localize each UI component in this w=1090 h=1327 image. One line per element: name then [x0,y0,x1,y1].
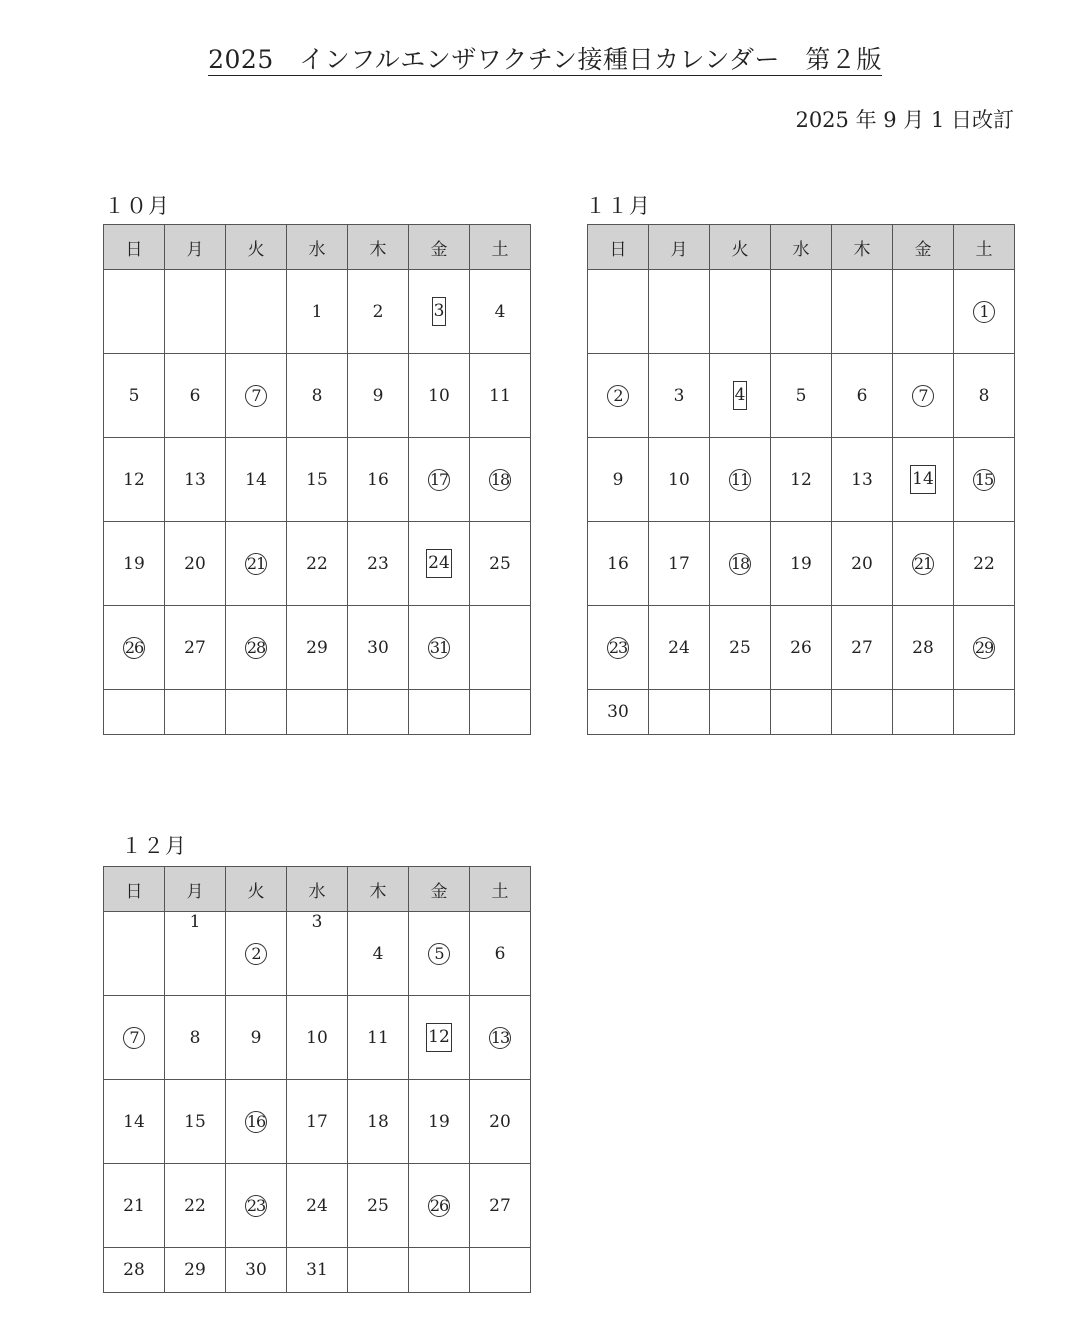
weekday-header: 日 [104,867,165,912]
day-cell [287,912,348,996]
weekday-header: 金 [409,225,470,270]
week-row [104,1248,531,1293]
circled-day-number: 26 [124,637,144,657]
day-cell [287,354,348,438]
day-number: 26 [790,637,812,658]
day-number: 6 [856,385,868,406]
day-cell [348,606,409,690]
day-number: 14 [245,469,267,490]
day-cell [348,270,409,354]
empty-day-cell [348,690,409,735]
day-cell [226,354,287,438]
boxed-day-number: 14 [910,465,936,494]
day-number: 10 [306,1027,328,1048]
day-number: 20 [851,553,873,574]
circled-day-number: 28 [246,637,266,657]
day-number: 14 [123,1111,145,1132]
day-cell [893,606,954,690]
day-number: 30 [245,1260,267,1280]
week-row [588,270,1015,354]
empty-day-cell [954,690,1015,735]
day-number: 11 [367,1027,389,1048]
day-number: 15 [306,469,328,490]
circled-day-number: 18 [730,553,750,573]
week-row [104,996,531,1080]
day-cell [165,354,226,438]
circled-day-number: 29 [974,637,994,657]
week-row [588,690,1015,735]
day-number: 21 [123,1195,145,1216]
day-number: 4 [372,943,384,964]
week-row [104,1080,531,1164]
day-cell [226,996,287,1080]
day-number: 6 [494,943,506,964]
weekday-header: 金 [409,867,470,912]
day-number: 13 [851,469,873,490]
week-row [104,606,531,690]
week-row [588,438,1015,522]
day-cell [165,1248,226,1293]
empty-day-cell [165,270,226,354]
day-cell [649,354,710,438]
weekday-header-row [104,225,531,270]
weekday-header: 木 [832,225,893,270]
day-number: 1 [189,912,201,932]
circled-day-number: 21 [246,553,266,573]
day-cell [287,270,348,354]
day-cell [287,1080,348,1164]
day-number: 1 [311,301,323,322]
day-cell [771,606,832,690]
day-cell [954,522,1015,606]
day-cell [226,1080,287,1164]
day-cell [409,270,470,354]
circled-day-number: 26 [429,1195,449,1215]
day-number: 22 [973,553,995,574]
day-number: 30 [367,637,389,658]
empty-day-cell [226,270,287,354]
day-cell [287,1164,348,1248]
day-cell [287,996,348,1080]
empty-day-cell [771,690,832,735]
empty-day-cell [470,1248,531,1293]
day-cell [710,354,771,438]
day-cell [409,996,470,1080]
week-row [588,354,1015,438]
week-row [104,438,531,522]
day-cell [104,606,165,690]
day-number: 20 [184,553,206,574]
day-number: 8 [189,1027,201,1048]
weekday-header: 土 [470,225,531,270]
day-number: 20 [489,1111,511,1132]
month-label-december: １２月 [121,834,187,858]
day-cell [348,438,409,522]
day-number: 5 [795,385,807,406]
day-number: 22 [306,553,328,574]
weekday-header: 金 [893,225,954,270]
empty-day-cell [893,270,954,354]
weekday-header: 水 [287,867,348,912]
boxed-day-number: 3 [432,297,447,326]
day-cell [104,996,165,1080]
revision-date: 2025 年 9 月 1 日改訂 [795,108,1014,132]
document-title [0,40,1090,76]
day-cell [226,438,287,522]
day-cell [710,606,771,690]
day-number: 15 [184,1111,206,1132]
day-number: 12 [790,469,812,490]
day-cell [287,438,348,522]
day-number: 4 [494,301,506,322]
day-number: 25 [489,553,511,574]
calendar-october [103,224,531,735]
empty-day-cell [893,690,954,735]
day-number: 17 [306,1111,328,1132]
day-cell [226,912,287,996]
day-cell [165,522,226,606]
weekday-header: 月 [649,225,710,270]
day-cell [832,522,893,606]
empty-day-cell [409,690,470,735]
day-number: 25 [367,1195,389,1216]
day-number: 27 [489,1195,511,1216]
day-cell [104,354,165,438]
day-cell [710,438,771,522]
day-number: 30 [607,702,629,722]
weekday-header: 土 [954,225,1015,270]
day-number: 18 [367,1111,389,1132]
day-cell [954,606,1015,690]
day-number: 13 [184,469,206,490]
weekday-header: 日 [104,225,165,270]
day-number: 10 [428,385,450,406]
day-cell [104,438,165,522]
day-cell [710,522,771,606]
week-row [104,354,531,438]
day-cell [409,1164,470,1248]
day-number: 22 [184,1195,206,1216]
day-number: 29 [184,1260,206,1280]
day-cell [954,270,1015,354]
day-number: 31 [306,1260,328,1280]
day-cell [165,1080,226,1164]
empty-day-cell [348,1248,409,1293]
day-cell [470,354,531,438]
weekday-header: 火 [226,867,287,912]
day-cell [287,522,348,606]
day-cell [104,1164,165,1248]
day-number: 11 [489,385,511,406]
day-cell [470,996,531,1080]
day-cell [287,606,348,690]
day-cell [409,912,470,996]
empty-day-cell [832,270,893,354]
boxed-day-number: 12 [426,1023,452,1052]
empty-day-cell [226,690,287,735]
day-number: 10 [668,469,690,490]
day-number: 29 [306,637,328,658]
week-row [104,270,531,354]
day-number: 19 [428,1111,450,1132]
week-row [104,690,531,735]
day-cell [348,1164,409,1248]
document-title-text: 2025 インフルエンザワクチン接種日カレンダー 第２版 [208,45,882,74]
day-number: 19 [123,553,145,574]
day-cell [470,522,531,606]
circled-day-number: 5 [428,943,450,965]
boxed-day-number: 24 [426,549,452,578]
day-cell [226,606,287,690]
day-cell [470,912,531,996]
day-cell [893,438,954,522]
circled-day-number: 31 [429,637,449,657]
weekday-header: 木 [348,867,409,912]
day-cell [409,606,470,690]
empty-day-cell [832,690,893,735]
day-cell [226,1164,287,1248]
empty-day-cell [649,690,710,735]
empty-day-cell [104,912,165,996]
day-number: 9 [372,385,384,406]
day-number: 9 [612,469,624,490]
day-cell [470,1164,531,1248]
day-number: 3 [673,385,685,406]
circled-day-number: 23 [246,1195,266,1215]
weekday-header: 木 [348,225,409,270]
day-cell [893,354,954,438]
empty-day-cell [771,270,832,354]
weekday-header: 土 [470,867,531,912]
week-row [104,1164,531,1248]
week-row [588,522,1015,606]
day-number: 5 [128,385,140,406]
day-number: 24 [668,637,690,658]
circled-day-number: 17 [429,469,449,489]
day-cell [470,1080,531,1164]
day-number: 3 [311,912,323,932]
day-number: 2 [372,301,384,322]
day-number: 19 [790,553,812,574]
day-cell [832,606,893,690]
day-number: 17 [668,553,690,574]
weekday-header-row [104,867,531,912]
weekday-header: 月 [165,225,226,270]
day-number: 28 [912,637,934,658]
empty-day-cell [165,690,226,735]
day-cell [588,438,649,522]
week-row [104,522,531,606]
day-cell [954,354,1015,438]
day-number: 27 [851,637,873,658]
calendar-november [587,224,1015,735]
day-cell [409,438,470,522]
day-cell [104,522,165,606]
day-cell [588,522,649,606]
circled-day-number: 7 [123,1027,145,1049]
weekday-header: 月 [165,867,226,912]
day-number: 25 [729,637,751,658]
circled-day-number: 13 [490,1027,510,1047]
day-cell [832,438,893,522]
day-number: 9 [250,1027,262,1048]
day-number: 24 [306,1195,328,1216]
day-cell [287,1248,348,1293]
day-cell [348,912,409,996]
day-cell [409,354,470,438]
empty-day-cell [470,690,531,735]
day-number: 6 [189,385,201,406]
day-cell [771,522,832,606]
day-cell [954,438,1015,522]
circled-day-number: 16 [246,1111,266,1131]
empty-day-cell [287,690,348,735]
day-cell [165,438,226,522]
day-cell [649,606,710,690]
day-cell [348,1080,409,1164]
circled-day-number: 18 [490,469,510,489]
day-number: 12 [123,469,145,490]
circled-day-number: 21 [913,553,933,573]
day-cell [470,270,531,354]
day-cell [348,522,409,606]
empty-day-cell [710,690,771,735]
boxed-day-number: 4 [733,381,748,410]
day-cell [165,912,226,996]
empty-day-cell [104,270,165,354]
circled-day-number: 11 [730,469,750,489]
week-row [104,912,531,996]
day-cell [104,1080,165,1164]
day-cell [649,438,710,522]
day-cell [165,606,226,690]
empty-day-cell [588,270,649,354]
day-number: 23 [367,553,389,574]
day-cell [409,1080,470,1164]
empty-day-cell [470,606,531,690]
day-cell [348,354,409,438]
month-label-october: １０月 [104,194,170,218]
week-row [588,606,1015,690]
day-cell [832,354,893,438]
circled-day-number: 15 [974,469,994,489]
calendar-december [103,866,531,1293]
day-cell [409,522,470,606]
day-cell [893,522,954,606]
day-cell [348,996,409,1080]
weekday-header: 日 [588,225,649,270]
day-cell [165,1164,226,1248]
circled-day-number: 7 [245,385,267,407]
weekday-header: 火 [226,225,287,270]
day-number: 16 [367,469,389,490]
weekday-header: 火 [710,225,771,270]
circled-day-number: 7 [912,385,934,407]
empty-day-cell [710,270,771,354]
day-number: 27 [184,637,206,658]
day-cell [771,438,832,522]
day-cell [165,996,226,1080]
day-number: 16 [607,553,629,574]
day-cell [226,522,287,606]
month-label-november: １１月 [585,194,651,218]
day-cell [226,1248,287,1293]
weekday-header-row [588,225,1015,270]
circled-day-number: 1 [973,301,995,323]
circled-day-number: 2 [607,385,629,407]
weekday-header: 水 [771,225,832,270]
day-number: 8 [978,385,990,406]
weekday-header: 水 [287,225,348,270]
day-cell [104,1248,165,1293]
circled-day-number: 23 [608,637,628,657]
day-cell [649,522,710,606]
day-cell [771,354,832,438]
empty-day-cell [409,1248,470,1293]
day-number: 28 [123,1260,145,1280]
day-number: 8 [311,385,323,406]
day-cell [588,606,649,690]
day-cell [588,690,649,735]
empty-day-cell [104,690,165,735]
circled-day-number: 2 [245,943,267,965]
day-cell [588,354,649,438]
day-cell [470,438,531,522]
empty-day-cell [649,270,710,354]
